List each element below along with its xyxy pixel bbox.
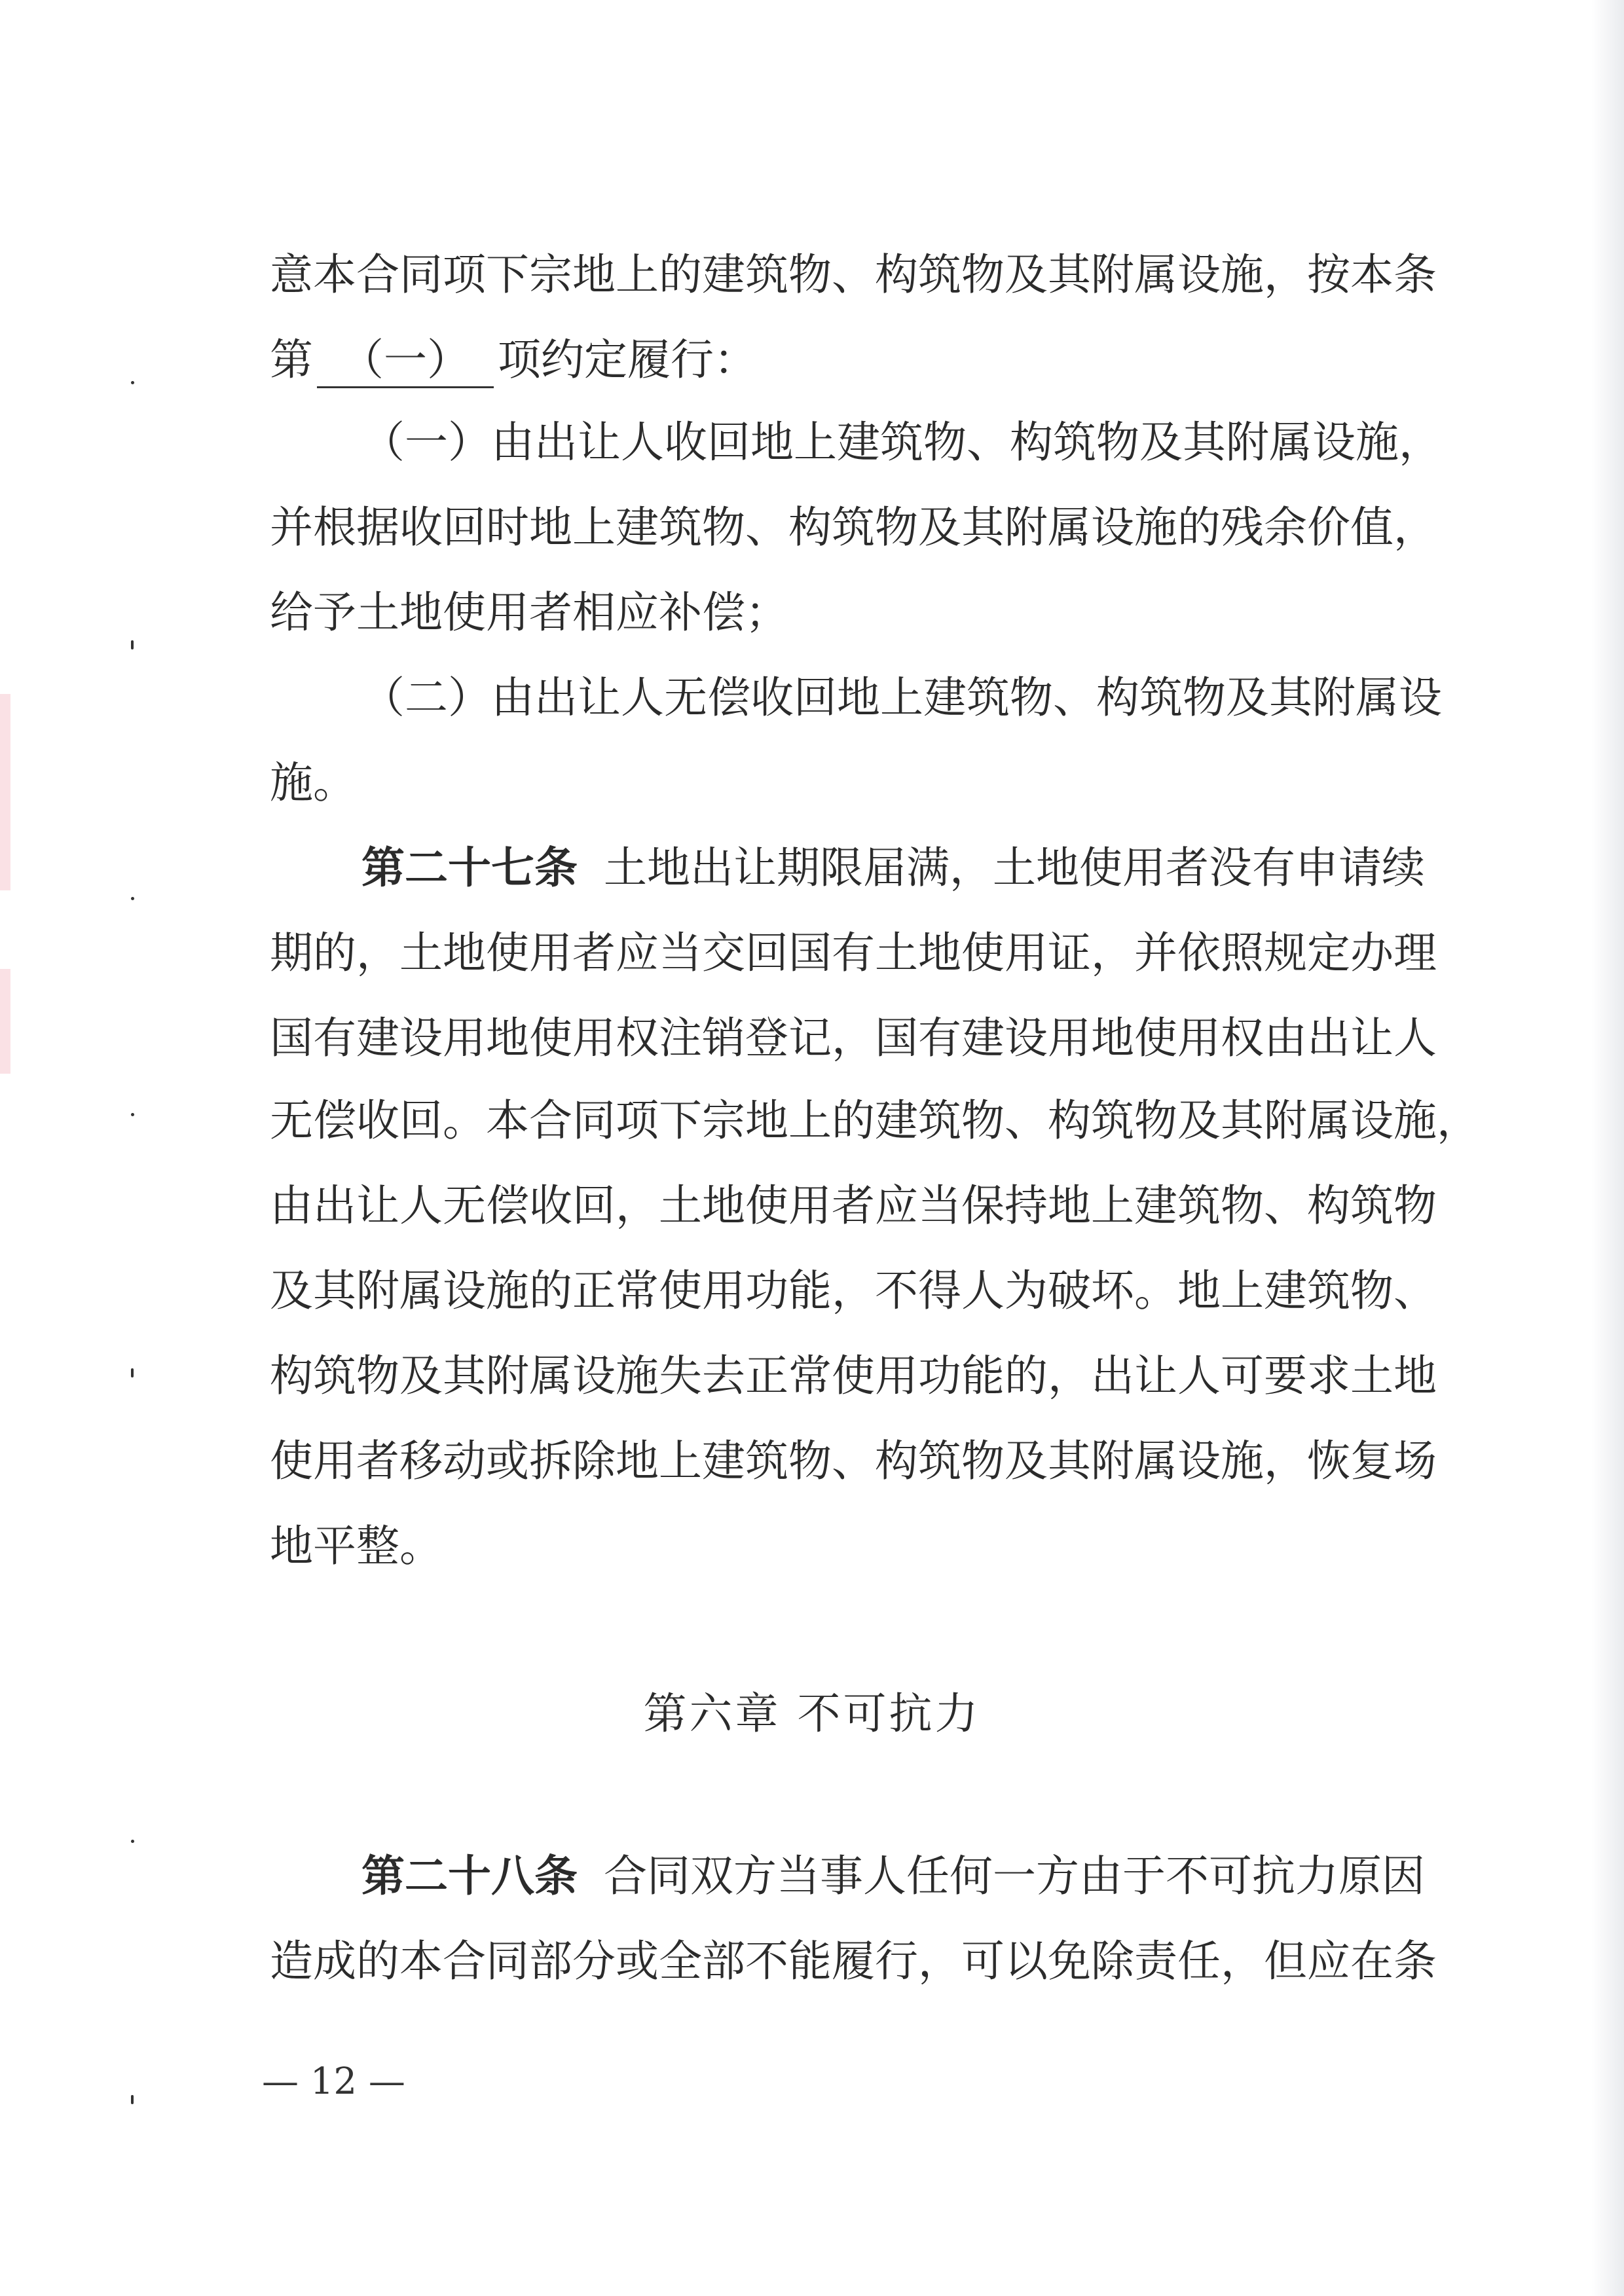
- text-line: 造成的本合同部分或全部不能履行，可以免除责任，但应在条: [270, 1936, 1437, 1986]
- text-line: 期的，土地使用者应当交回国有土地使用证，并依照规定办理: [270, 928, 1437, 978]
- article-28-heading: 第二十八条: [361, 1851, 578, 1901]
- article-28-first-line: [361, 1845, 1429, 1908]
- binding-hole-mark: [131, 640, 134, 649]
- fill-in-blank: （一）: [317, 334, 494, 388]
- text-line: 施。: [270, 757, 356, 808]
- article-27-heading: 第二十七条: [361, 843, 578, 893]
- text-line: 给予土地使用者相应补偿；: [270, 587, 788, 638]
- chapter-title: 第六章 不可抗力: [643, 1688, 981, 1739]
- binding-hole-mark: [131, 1368, 134, 1377]
- article-27-first-line: [361, 837, 1429, 900]
- scan-page-edge: [1591, 0, 1624, 2296]
- text-line: 由出让人无偿收回，土地使用者应当保持地上建筑物、构筑物: [270, 1180, 1437, 1231]
- page-number: — 12 —: [262, 2060, 405, 2103]
- text-line: [270, 329, 1429, 392]
- text-line: 意本合同项下宗地上的建筑物、构筑物及其附属设施，按本条: [270, 249, 1437, 300]
- text-line: （二）由出让人无偿收回地上建筑物、构筑物及其附属设: [361, 672, 1442, 723]
- text-line: 使用者移动或拆除地上建筑物、构筑物及其附属设施，恢复场: [270, 1436, 1437, 1486]
- text-fragment: 项约定履行：: [498, 335, 757, 385]
- text-line: 国有建设用地使用权注销登记，国有建设用地使用权由出让人: [270, 1013, 1437, 1063]
- binding-hole-mark: [131, 381, 134, 384]
- text-line: 地平整。: [270, 1521, 443, 1571]
- binding-hole-mark: [131, 2095, 134, 2104]
- text-line: 构筑物及其附属设施失去正常使用功能的，出让人可要求土地: [270, 1351, 1437, 1401]
- clause-prefix: 第: [270, 335, 313, 385]
- binding-hole-mark: [131, 897, 134, 900]
- text-fragment: 合同双方当事人任何一方由于不可抗力原因: [604, 1851, 1425, 1901]
- text-line: 及其附属设施的正常使用功能，不得人为破坏。地上建筑物、: [270, 1266, 1437, 1316]
- seal-bleed-mark: [0, 969, 10, 1074]
- binding-hole-mark: [131, 1113, 134, 1116]
- text-line: 无偿收回。本合同项下宗地上的建筑物、构筑物及其附属设施，: [270, 1095, 1480, 1146]
- text-line: （一）由出让人收回地上建筑物、构筑物及其附属设施，: [361, 417, 1442, 467]
- binding-hole-mark: [131, 1840, 134, 1843]
- text-line: 并根据收回时地上建筑物、构筑物及其附属设施的残余价值，: [270, 502, 1437, 553]
- text-fragment: 土地出让期限届满，土地使用者没有申请续: [604, 843, 1425, 893]
- seal-bleed-mark: [0, 694, 10, 890]
